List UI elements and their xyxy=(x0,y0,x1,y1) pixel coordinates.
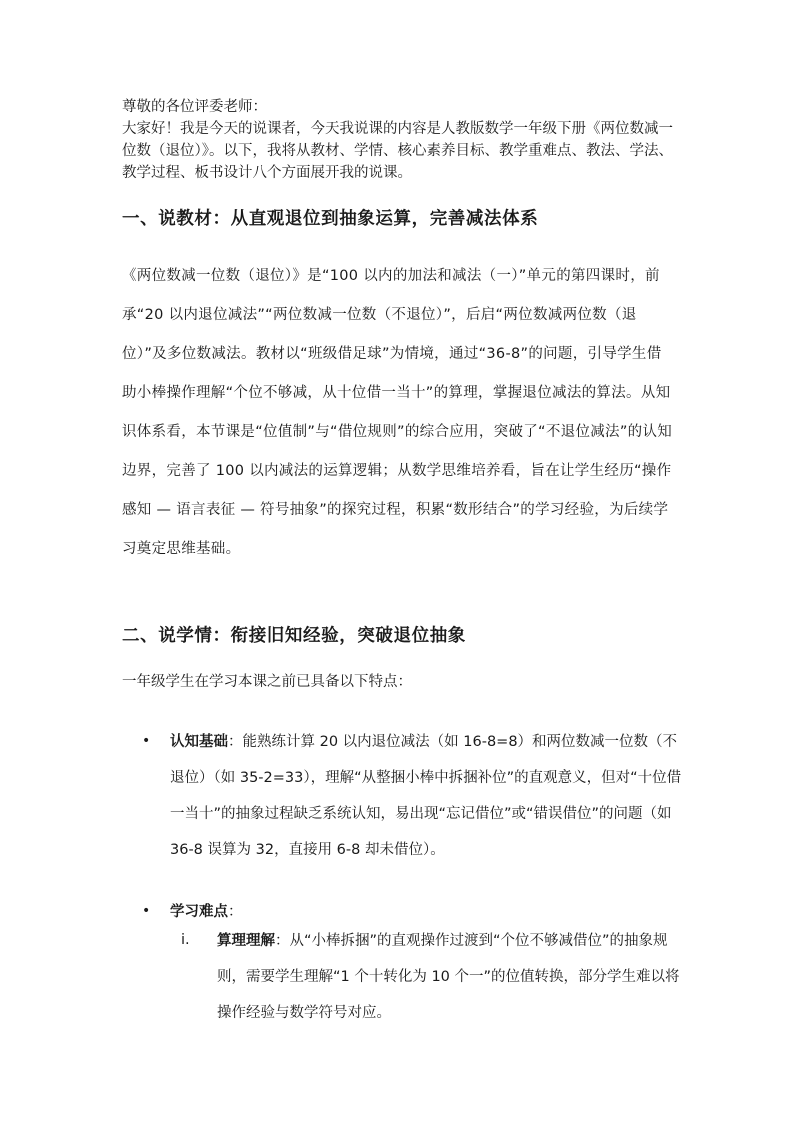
sub-item-label: 算理理解 xyxy=(217,933,275,949)
salutation: 尊敬的各位评委老师： xyxy=(122,99,267,115)
greeting-block xyxy=(122,96,682,184)
bullet-dot-icon: • xyxy=(142,733,151,749)
bullet-label: 学习难点 xyxy=(170,904,228,920)
sub-item-text: ：从“小棒拆捆”的直观操作过渡到“个位不够减借位”的抽象规则，需要学生理解“1 个十转化为 10 个一”的位值转换，部分学生难以将操作经验与数学符号对应。 xyxy=(217,933,680,1021)
section2-heading: 二、说学情：衔接旧知经验，突破退位抽象 xyxy=(122,626,466,646)
section1-heading: 一、说教材：从直观退位到抽象运算，完善减法体系 xyxy=(122,209,539,229)
section1-paragraph: 《两位数减一位数（退位）》是“100 以内的加法和减法（一）”单元的第四课时，前承“20 以内退位减法”“两位数减一位数（不退位）”，后启“两位数减两位数（退位）”及多位数减法。教材以“班级借足球”为情境，通过“36-8”的问题，引导学生借助小棒操作理解“个位不够减，从十位借一当十”的算理，掌握退位减法的算法。从知识体系看，本节课是“位值制”与“借位规则”的综合应用，突破了“不退位减法”的认知边界，完善了 100 以内减法的运算逻辑；从数学思维培养看，旨在让学生经历“操作感知 — 语言表征 — 符号抽象”的探究过程，积累“数形结合”的学习经验，为后续学习奠定思维基础。 xyxy=(122,268,673,557)
bullet-dot-icon: • xyxy=(142,903,151,919)
bullet-text: ： xyxy=(228,904,243,920)
intro-paragraph: 大家好！我是今天的说课者，今天我说课的内容是人教版数学一年级下册《两位数减一位数（退位）》。以下，我将从教材、学情、核心素养目标、教学重难点、教法、学法、教学过程、板书设计八个方面展开我的说课。 xyxy=(122,121,673,181)
sub-item-number: i. xyxy=(181,932,190,948)
bullet-label: 认知基础 xyxy=(170,734,228,750)
bullet-text: ：能熟练计算 20 以内退位减法（如 16-8=8）和两位数减一位数（不退位）（如 35-2=33），理解“从整捆小棒中拆捆补位”的直观意义，但对“十位借一当十”的抽象过程缺乏系统认知，易出现“忘记借位”或“错误借位”的问题（如 36-8 误算为 32，直接用 6-8 却未借位）。 xyxy=(170,734,682,858)
section2-lead: 一年级学生在学习本课之前已具备以下特点： xyxy=(122,674,412,690)
